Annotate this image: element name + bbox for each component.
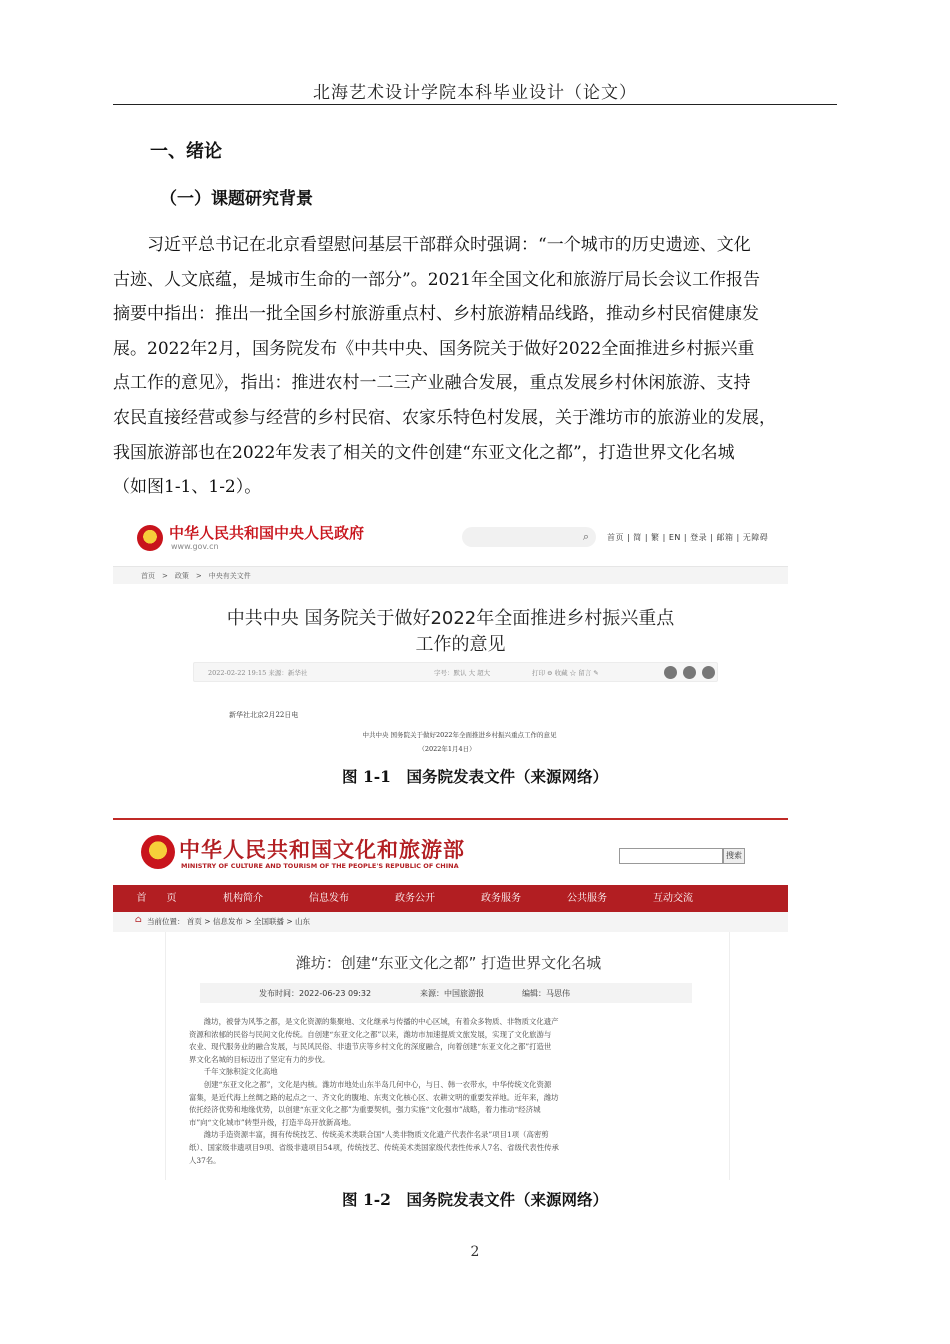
nav-item-interaction[interactable]: 互动交流	[653, 893, 693, 904]
article-body	[189, 1016, 719, 1167]
figure-1-screenshot	[113, 514, 788, 762]
govcn-breadcrumb-bar	[113, 566, 788, 584]
weibo-share-icon[interactable]	[664, 666, 677, 679]
mct-site-title: 中华人民共和国文化和旅游部	[179, 838, 465, 862]
govcn-top-nav[interactable]: 首页 | 简 | 繁 | EN | 登录 | 邮箱 | 无障碍	[607, 533, 769, 542]
national-emblem-icon	[141, 835, 175, 869]
article-line: 千年文脉积淀文化高地	[189, 1067, 278, 1077]
article-headline: 潍坊：创建“东亚文化之都” 打造世界文化名城	[295, 954, 602, 972]
govcn-search-input[interactable]	[462, 527, 596, 547]
mct-article	[165, 932, 730, 1180]
nav-item-public-services[interactable]: 公共服务	[567, 893, 607, 904]
paragraph-line: 古迹、人文底蕴，是城市生命的一部分”。2021年全国文化和旅游厅局长会议工作报告	[113, 269, 760, 290]
article-date-source: 2022-02-22 19:15 来源：新华社	[208, 669, 308, 677]
mct-header	[113, 818, 788, 885]
favorite-share-icon[interactable]	[702, 666, 715, 679]
paragraph-line: （如图1-1、1-2）。	[113, 477, 262, 498]
article-line: 依托经济优势和地缘优势，以创建“东亚文化之都”为重要契机，强力实施“文化强市”战略，着力推动“经济城	[189, 1105, 541, 1115]
article-meta-bar	[193, 662, 718, 682]
govcn-header	[113, 514, 788, 564]
article-tools[interactable]: 打印 ⊖ 收藏 ☆ 留言 ✎	[532, 669, 599, 677]
article-headline-cont: 工作的意见	[415, 634, 506, 655]
mct-search-input[interactable]	[619, 848, 723, 864]
mct-breadcrumb-bar	[113, 912, 788, 932]
paragraph-line: 农民直接经营或参与经营的乡村民宿、农家乐特色村发展，关于潍坊市的旅游业的发展，	[113, 407, 776, 428]
nav-item-gov-affairs[interactable]: 政务公开	[395, 893, 435, 904]
paragraph-line: 我国旅游部也在2022年发表了相关的文件创建“东亚文化之都”，打造世界文化名城	[113, 442, 735, 463]
article-dateline: 新华社北京2月22日电	[229, 711, 299, 719]
nav-item-home[interactable]: 首 页	[136, 893, 177, 904]
search-icon[interactable]: ⌕	[582, 530, 589, 543]
mct-site-subtitle: MINISTRY OF CULTURE AND TOURISM OF THE PEOPLE'S REPUBLIC OF CHINA	[181, 862, 459, 870]
breadcrumb[interactable]: 当前位置： 首页 > 信息发布 > 全国联播 > 山东	[147, 917, 311, 926]
publish-time: 发布时间：2022-06-23 09:32	[259, 989, 372, 998]
article-line: 纸）、国家级非遗项目9项、省级非遗项目54项，传统技艺、传统美术类国家级代表性传承人7名、省级代表性传承	[189, 1142, 559, 1152]
figure-2-caption: 图 1-2 国务院发表文件（来源网络）	[342, 1190, 608, 1209]
page-number: 2	[470, 1244, 480, 1260]
paragraph-line: 摘要中指出：推出一批全国乡村旅游重点村、乡村旅游精品线路，推动乡村民宿健康发	[113, 304, 759, 325]
govcn-site-title: 中华人民共和国中央人民政府	[169, 524, 365, 542]
nav-item-news[interactable]: 信息发布	[309, 893, 349, 904]
mct-main-nav	[113, 885, 788, 912]
article-line: 市”向“文化城市”转型升级，打造半岛开放新高地。	[189, 1117, 356, 1127]
paragraph-line: 展。2022年2月，国务院发布《中共中央、国务院关于做好2022全面推进乡村振兴重	[113, 338, 755, 359]
body-paragraph	[113, 228, 837, 505]
article-headline: 中共中央 国务院关于做好2022年全面推进乡村振兴重点	[226, 608, 675, 629]
paragraph-line: 点工作的意见》，指出：推进农村一二三产业融合发展，重点发展乡村休闲旅游、支持	[113, 373, 751, 394]
article-line: 创建“东亚文化之都”，文化是内核。潍坊市地处山东半岛几何中心，与日、韩一衣带水，中华传统文化资源	[189, 1079, 552, 1089]
mct-search-button[interactable]: 搜索	[723, 848, 745, 864]
article-meta-bar	[200, 983, 692, 1003]
figure-2-screenshot	[113, 818, 788, 1180]
article-source: 来源：中国旅游报	[420, 989, 484, 998]
section-heading: 一、绪论	[150, 141, 222, 162]
article-line: 潍坊，被誉为风筝之都，是文化资源的集聚地、文化继承与传播的中心区域，有着众多物质、非物质文化遗产	[189, 1017, 559, 1026]
document-header: 北海艺术设计学院本科毕业设计（论文）	[313, 83, 637, 103]
article-line: 资源和浓郁的民俗与民间文化传统。自创建“东亚文化之都”以来，潍坊市加速提质文旅发展，实现了文化旅游与	[189, 1029, 552, 1039]
wechat-share-icon[interactable]	[683, 666, 696, 679]
govcn-site-url: www.gov.cn	[171, 542, 219, 551]
article-line: 农业、现代服务业的融合发展，与民风民俗、非遗节庆等乡村文化的深度融合，向着创建“东亚文化之都”打造世	[189, 1042, 552, 1052]
nav-item-about[interactable]: 机构简介	[223, 893, 263, 904]
font-size-options[interactable]: 字号：默认 大 超大	[434, 669, 491, 677]
subsection-heading: （一）课题研究背景	[160, 189, 313, 209]
figure-1-caption: 图 1-1 国务院发表文件（来源网络）	[342, 767, 608, 786]
document-title: 中共中央 国务院关于做好2022年全面推进乡村振兴重点工作的意见	[362, 731, 557, 739]
header-rule	[113, 104, 837, 105]
article-editor: 编辑：马思伟	[522, 989, 570, 998]
national-emblem-icon	[137, 525, 163, 551]
article-line: 界文化名城的目标迈出了坚定有力的步伐。	[189, 1054, 330, 1064]
document-date: （2022年1月4日）	[418, 745, 476, 753]
paragraph-line: 习近平总书记在北京看望慰问基层干部群众时强调：“一个城市的历史遗迹、文化	[113, 235, 751, 255]
article-line: 潍坊手造资源丰富，拥有传统技艺、传统美术类联合国“人类非物质文化遗产代表作名录”项目1项（高密剪	[189, 1130, 549, 1140]
nav-item-gov-services[interactable]: 政务服务	[481, 893, 521, 904]
article-line: 人37名。	[189, 1155, 221, 1165]
home-icon[interactable]: ⌂	[135, 915, 142, 925]
breadcrumb[interactable]: 首页 > 政策 > 中央有关文件	[141, 572, 251, 580]
article-line: 富集，是近代海上丝绸之路的起点之一、齐文化的腹地、东夷文化核心区、农耕文明的重要发祥地。近年来，潍坊	[189, 1092, 559, 1102]
